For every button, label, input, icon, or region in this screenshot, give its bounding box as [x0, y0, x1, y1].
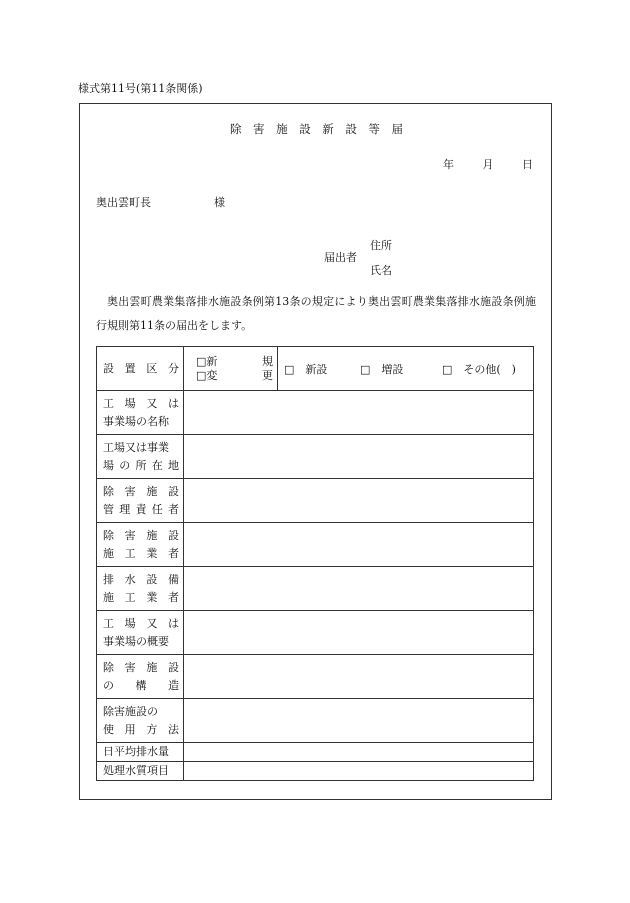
row-label — [97, 391, 184, 435]
options-cell — [278, 347, 534, 391]
row-label — [97, 567, 184, 611]
date-line — [443, 156, 533, 172]
row-facility-contractor — [97, 523, 534, 567]
checkbox-other[interactable]: □ その他( ) — [442, 362, 516, 376]
row-label — [97, 611, 184, 655]
row-label — [97, 479, 184, 523]
row-value-field[interactable] — [184, 743, 534, 762]
row-value-field[interactable] — [184, 699, 534, 743]
row-value-field[interactable] — [184, 611, 534, 655]
row-label-line: 施 工 業 者 — [103, 546, 179, 560]
row-label-line: 事業場の概要 — [103, 634, 169, 648]
checkbox-new[interactable]: □新 規 — [196, 354, 273, 368]
category-label-cell — [97, 347, 184, 391]
row-value-field[interactable] — [184, 479, 534, 523]
name-label: 氏名 — [370, 264, 392, 277]
row-label-line: 処理水質項目 — [103, 764, 169, 777]
row-label-line: 管 理 責 任 者 — [103, 502, 179, 516]
form-rows — [97, 391, 534, 781]
row-label-line: 除 害 施 設 — [103, 484, 179, 498]
row-label-line: 使 用 方 法 — [103, 722, 179, 736]
form-table — [96, 346, 534, 781]
body-text: 奥出雲町農業集落排水施設条例第13条の規定により奥出雲町農業集落排水施設条例施行規則第11条の届出をします。 — [96, 295, 536, 332]
row-label — [97, 435, 184, 479]
row-label-line: 工場又は事業 — [103, 440, 169, 454]
row-label-line: 工 場 又 は — [103, 396, 179, 410]
row-value-field[interactable] — [184, 435, 534, 479]
row-label — [97, 523, 184, 567]
row-drainage-contractor — [97, 567, 534, 611]
checkbox-new-install[interactable]: □ 新設 — [284, 362, 328, 376]
row-facility-manager — [97, 479, 534, 523]
row-value-field[interactable] — [184, 391, 534, 435]
row-label-line: 施 工 業 者 — [103, 590, 179, 604]
row-label-line: 場 の 所 在 地 — [103, 458, 179, 472]
row-label-line: 事業場の名称 — [103, 414, 169, 428]
row-factory-name — [97, 391, 534, 435]
row-label — [97, 699, 184, 743]
checkbox-change[interactable]: □変 更 — [196, 368, 273, 382]
notifier-label: 届出者 — [324, 251, 357, 264]
row-label-line: 除 害 施 設 — [103, 528, 179, 542]
date-day: 日 — [522, 158, 533, 171]
row-value-field[interactable] — [184, 655, 534, 699]
form-title: 除 害 施 設 新 設 等 届 — [230, 122, 403, 136]
row-facility-usage — [97, 699, 534, 743]
row-daily-discharge — [97, 743, 534, 762]
row-label — [97, 655, 184, 699]
category-row — [97, 347, 534, 391]
row-label-line: 日平均排水量 — [103, 745, 169, 758]
checkbox-expansion[interactable]: □ 増設 — [360, 362, 404, 376]
form-number-label: 様式第11号(第11条関係) — [78, 82, 203, 95]
address-label: 住所 — [370, 239, 392, 252]
row-label-line: 除 害 施 設 — [103, 660, 179, 674]
form-frame — [79, 103, 552, 800]
new-change-cell — [184, 347, 278, 391]
row-value-field[interactable] — [184, 523, 534, 567]
row-value-field[interactable] — [184, 567, 534, 611]
category-label: 設 置 区 分 — [103, 361, 179, 375]
addressee: 奥出雲町長 — [96, 196, 151, 209]
row-factory-location — [97, 435, 534, 479]
row-water-quality — [97, 762, 534, 781]
row-label — [97, 743, 184, 762]
row-label — [97, 762, 184, 781]
date-month: 月 — [482, 158, 494, 171]
row-factory-overview — [97, 611, 534, 655]
row-value-field[interactable] — [184, 762, 534, 781]
row-facility-structure — [97, 655, 534, 699]
honorific: 様 — [214, 196, 225, 209]
row-label-line: 排 水 設 備 — [103, 572, 179, 586]
row-label-line: の 構 造 — [103, 678, 179, 692]
date-year: 年 — [443, 158, 454, 171]
row-label-line: 工 場 又 は — [103, 616, 179, 630]
row-label-line: 除害施設の — [103, 704, 158, 718]
